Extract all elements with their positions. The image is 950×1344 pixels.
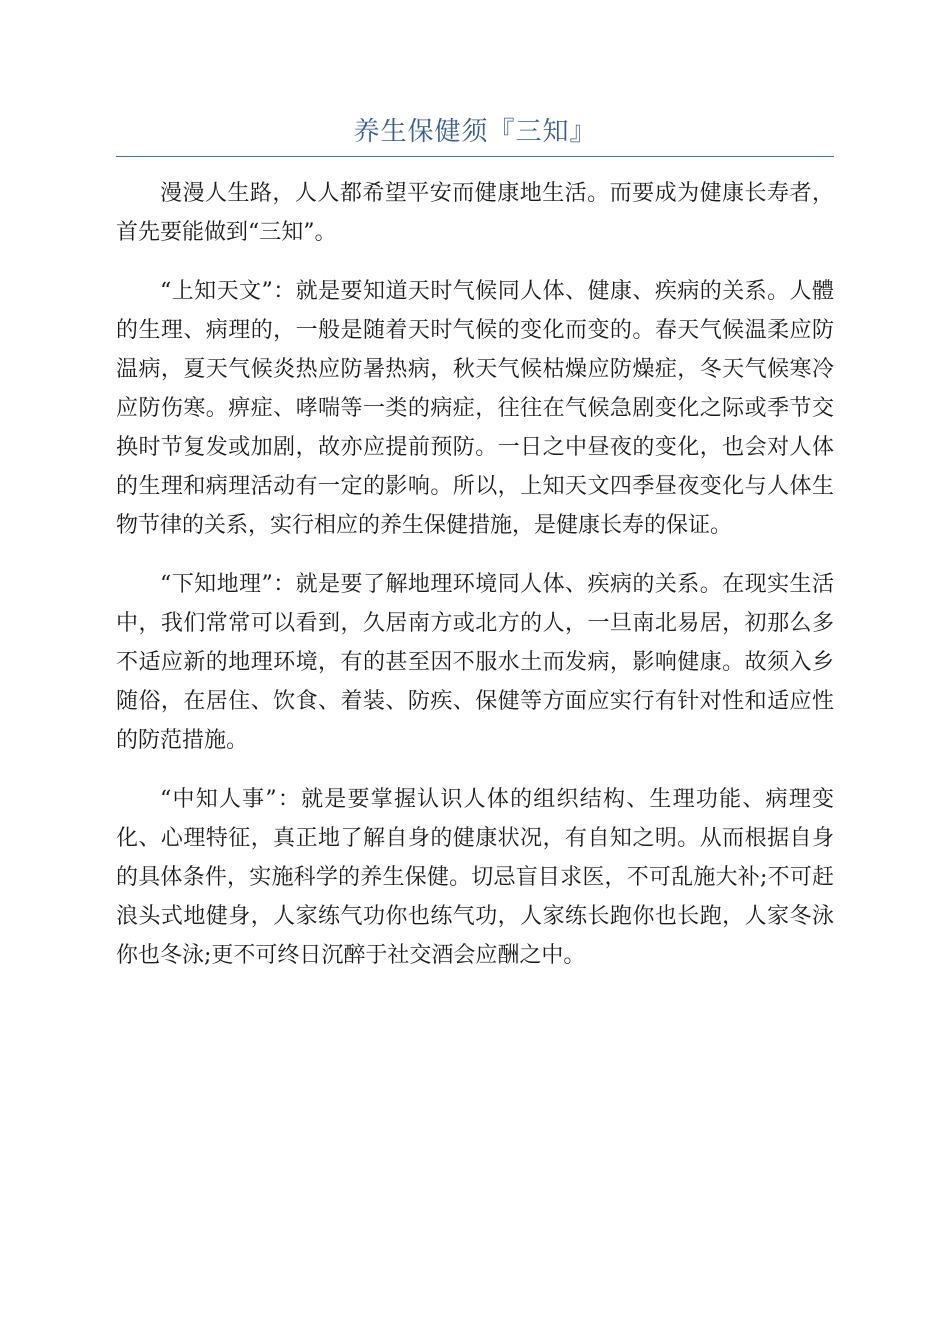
document-title: 养生保健须『三知』 xyxy=(353,117,597,147)
paragraph-human-affairs: “中知人事”：就是要掌握认识人体的组织结构、生理功能、病理变化、心理特征，真正地了解自身的健康状况，有自知之明。从而根据自身的具体条件，实施科学的养生保健。切忌盲目求医，不可乱施大补;不可赶浪头式地健身，人家练气功你也练气功，人家练长跑你也长跑，人家冬泳你也冬泳;更不可终日沉醉于社交酒会应酬之中。 xyxy=(116,787,834,968)
paragraph-geography: “下知地理”：就是要了解地理环境同人体、疾病的关系。在现实生活中，我们常常可以看到，久居南方或北方的人，一旦南北易居，初那么多不适应新的地理环境，有的甚至因不服水土而发病，影响健康。故须入乡随俗，在居住、饮食、着装、防疾、保健等方面应实行有针对性和适应性的防范措施。 xyxy=(116,572,834,753)
paragraph-astronomy: “上知天文”：就是要知道天时气候同人体、健康、疾病的关系。人體的生理、病理的，一般是随着天时气候的变化而变的。春天气候温柔应防温病，夏天气候炎热应防暑热病，秋天气候枯燥应防燥症，冬天气候寒冷应防伤寒。痹症、哮喘等一类的病症，往往在气候急剧变化之际或季节交换时节复发或加剧，故亦应提前预防。一日之中昼夜的变化，也会对人体的生理和病理活动有一定的影响。所以，上知天文四季昼夜变化与人体生物节律的关系，实行相应的养生保健措施，是健康长寿的保证。 xyxy=(116,279,834,538)
document-body xyxy=(116,174,834,995)
title-block xyxy=(116,112,834,157)
paragraph-intro: 漫漫人生路，人人都希望平安而健康地生活。而要成为健康长寿者，首先要能做到“三知”。 xyxy=(116,181,834,245)
